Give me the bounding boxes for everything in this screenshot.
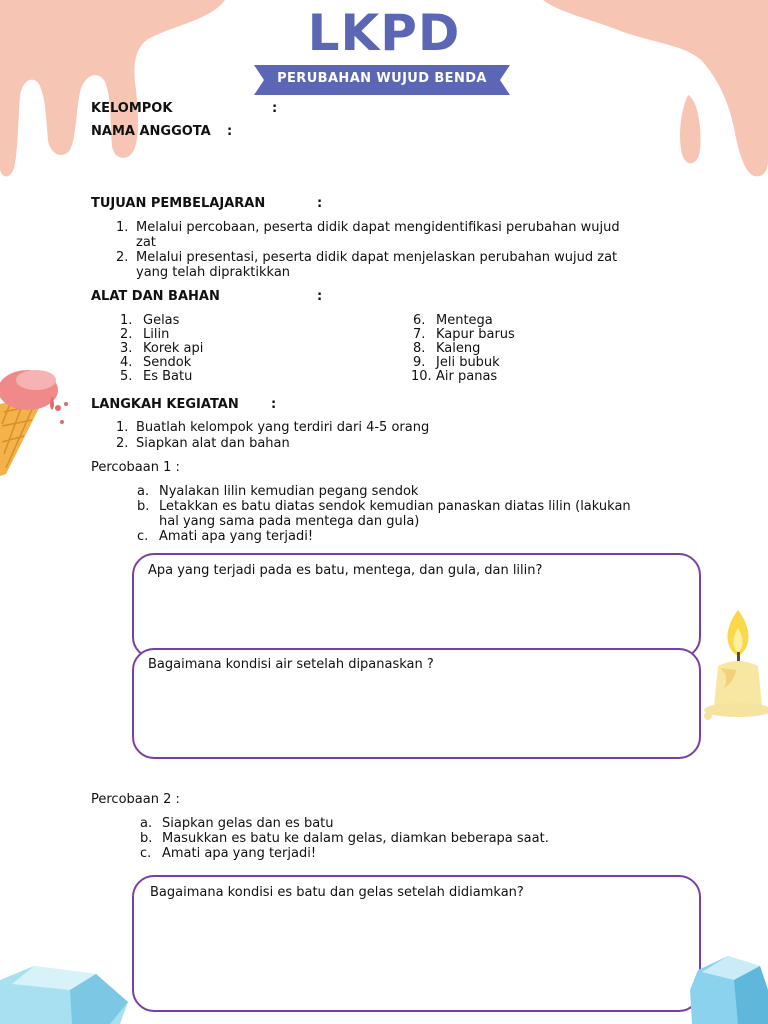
percobaan-1-label: Percobaan 1 :	[91, 460, 180, 475]
alat-num: 5.	[120, 369, 133, 384]
step-num: c.	[137, 529, 149, 544]
ice-cream-icon	[0, 364, 80, 480]
alat-item: Es Batu	[143, 369, 193, 384]
alat-num: 10.	[411, 369, 432, 384]
nama-anggota-colon: :	[227, 124, 233, 139]
alat-num: 7.	[413, 327, 426, 342]
tujuan-item-1-cont: zat	[136, 235, 156, 250]
step-num: b.	[140, 831, 153, 846]
alat-bahan-label: ALAT DAN BAHAN	[91, 289, 220, 304]
tujuan-colon: :	[317, 196, 323, 211]
alat-item: Lilin	[143, 327, 170, 342]
step-text: Amati apa yang terjadi!	[162, 846, 317, 861]
alat-item: Korek api	[143, 341, 204, 356]
tujuan-item-2: Melalui presentasi, peserta didik dapat menjelaskan perubahan wujud zat	[136, 250, 618, 265]
alat-item: Gelas	[143, 313, 180, 328]
step-text: Amati apa yang terjadi!	[159, 529, 314, 544]
alat-num: 8.	[413, 341, 426, 356]
subtitle: PERUBAHAN WUJUD BENDA	[277, 71, 487, 86]
step-num: a.	[137, 484, 150, 499]
step-text: Siapkan gelas dan es batu	[162, 816, 334, 831]
step-text: Masukkan es batu ke dalam gelas, diamkan beberapa saat.	[162, 831, 549, 846]
percobaan-2-label: Percobaan 2 :	[91, 792, 180, 807]
ice-cube-icon-right	[688, 950, 768, 1024]
alat-item: Kapur barus	[436, 327, 515, 342]
langkah-item: Buatlah kelompok yang terdiri dari 4-5 orang	[136, 420, 430, 435]
step-num: b.	[137, 499, 150, 514]
candle-icon	[700, 606, 768, 722]
alat-num: 1.	[120, 313, 133, 328]
kelompok-label: KELOMPOK	[91, 101, 173, 116]
alat-item: Mentega	[436, 313, 493, 328]
langkah-label: LANGKAH KEGIATAN	[91, 397, 239, 412]
ice-cube-icon-left	[0, 962, 130, 1024]
kelompok-colon: :	[272, 101, 278, 116]
alat-num: 3.	[120, 341, 133, 356]
answer-box-1-question: Apa yang terjadi pada es batu, mentega, dan gula, dan lilin?	[148, 563, 543, 578]
tujuan-num-2: 2.	[116, 250, 129, 265]
step-text: Nyalakan lilin kemudian pegang sendok	[159, 484, 419, 499]
alat-num: 9.	[413, 355, 426, 370]
tujuan-item-1: Melalui percobaan, peserta didik dapat mengidentifikasi perubahan wujud	[136, 220, 620, 235]
step-text-cont: hal yang sama pada mentega dan gula)	[159, 514, 420, 529]
tujuan-num-1: 1.	[116, 220, 129, 235]
answer-box-2-question: Bagaimana kondisi air setelah dipanaskan ?	[148, 657, 434, 672]
alat-num: 6.	[413, 313, 426, 328]
langkah-num: 1.	[116, 420, 129, 435]
alat-num: 4.	[120, 355, 133, 370]
alat-item: Jeli bubuk	[436, 355, 500, 370]
step-num: a.	[140, 816, 153, 831]
alat-item: Kaleng	[436, 341, 481, 356]
langkah-num: 2.	[116, 436, 129, 451]
langkah-colon: :	[271, 397, 277, 412]
nama-anggota-label: NAMA ANGGOTA	[91, 124, 211, 139]
tujuan-item-2-cont: yang telah dipraktikkan	[136, 265, 291, 280]
alat-num: 2.	[120, 327, 133, 342]
alat-bahan-colon: :	[317, 289, 323, 304]
tujuan-label: TUJUAN PEMBELAJARAN	[91, 196, 266, 211]
alat-item: Sendok	[143, 355, 192, 370]
alat-item: Air panas	[436, 369, 498, 384]
step-text: Letakkan es batu diatas sendok kemudian panaskan diatas lilin (lakukan	[159, 499, 631, 514]
page-title: LKPD	[307, 4, 461, 62]
langkah-item: Siapkan alat dan bahan	[136, 436, 290, 451]
step-num: c.	[140, 846, 152, 861]
answer-box-3-question: Bagaimana kondisi es batu dan gelas setelah didiamkan?	[150, 885, 524, 900]
